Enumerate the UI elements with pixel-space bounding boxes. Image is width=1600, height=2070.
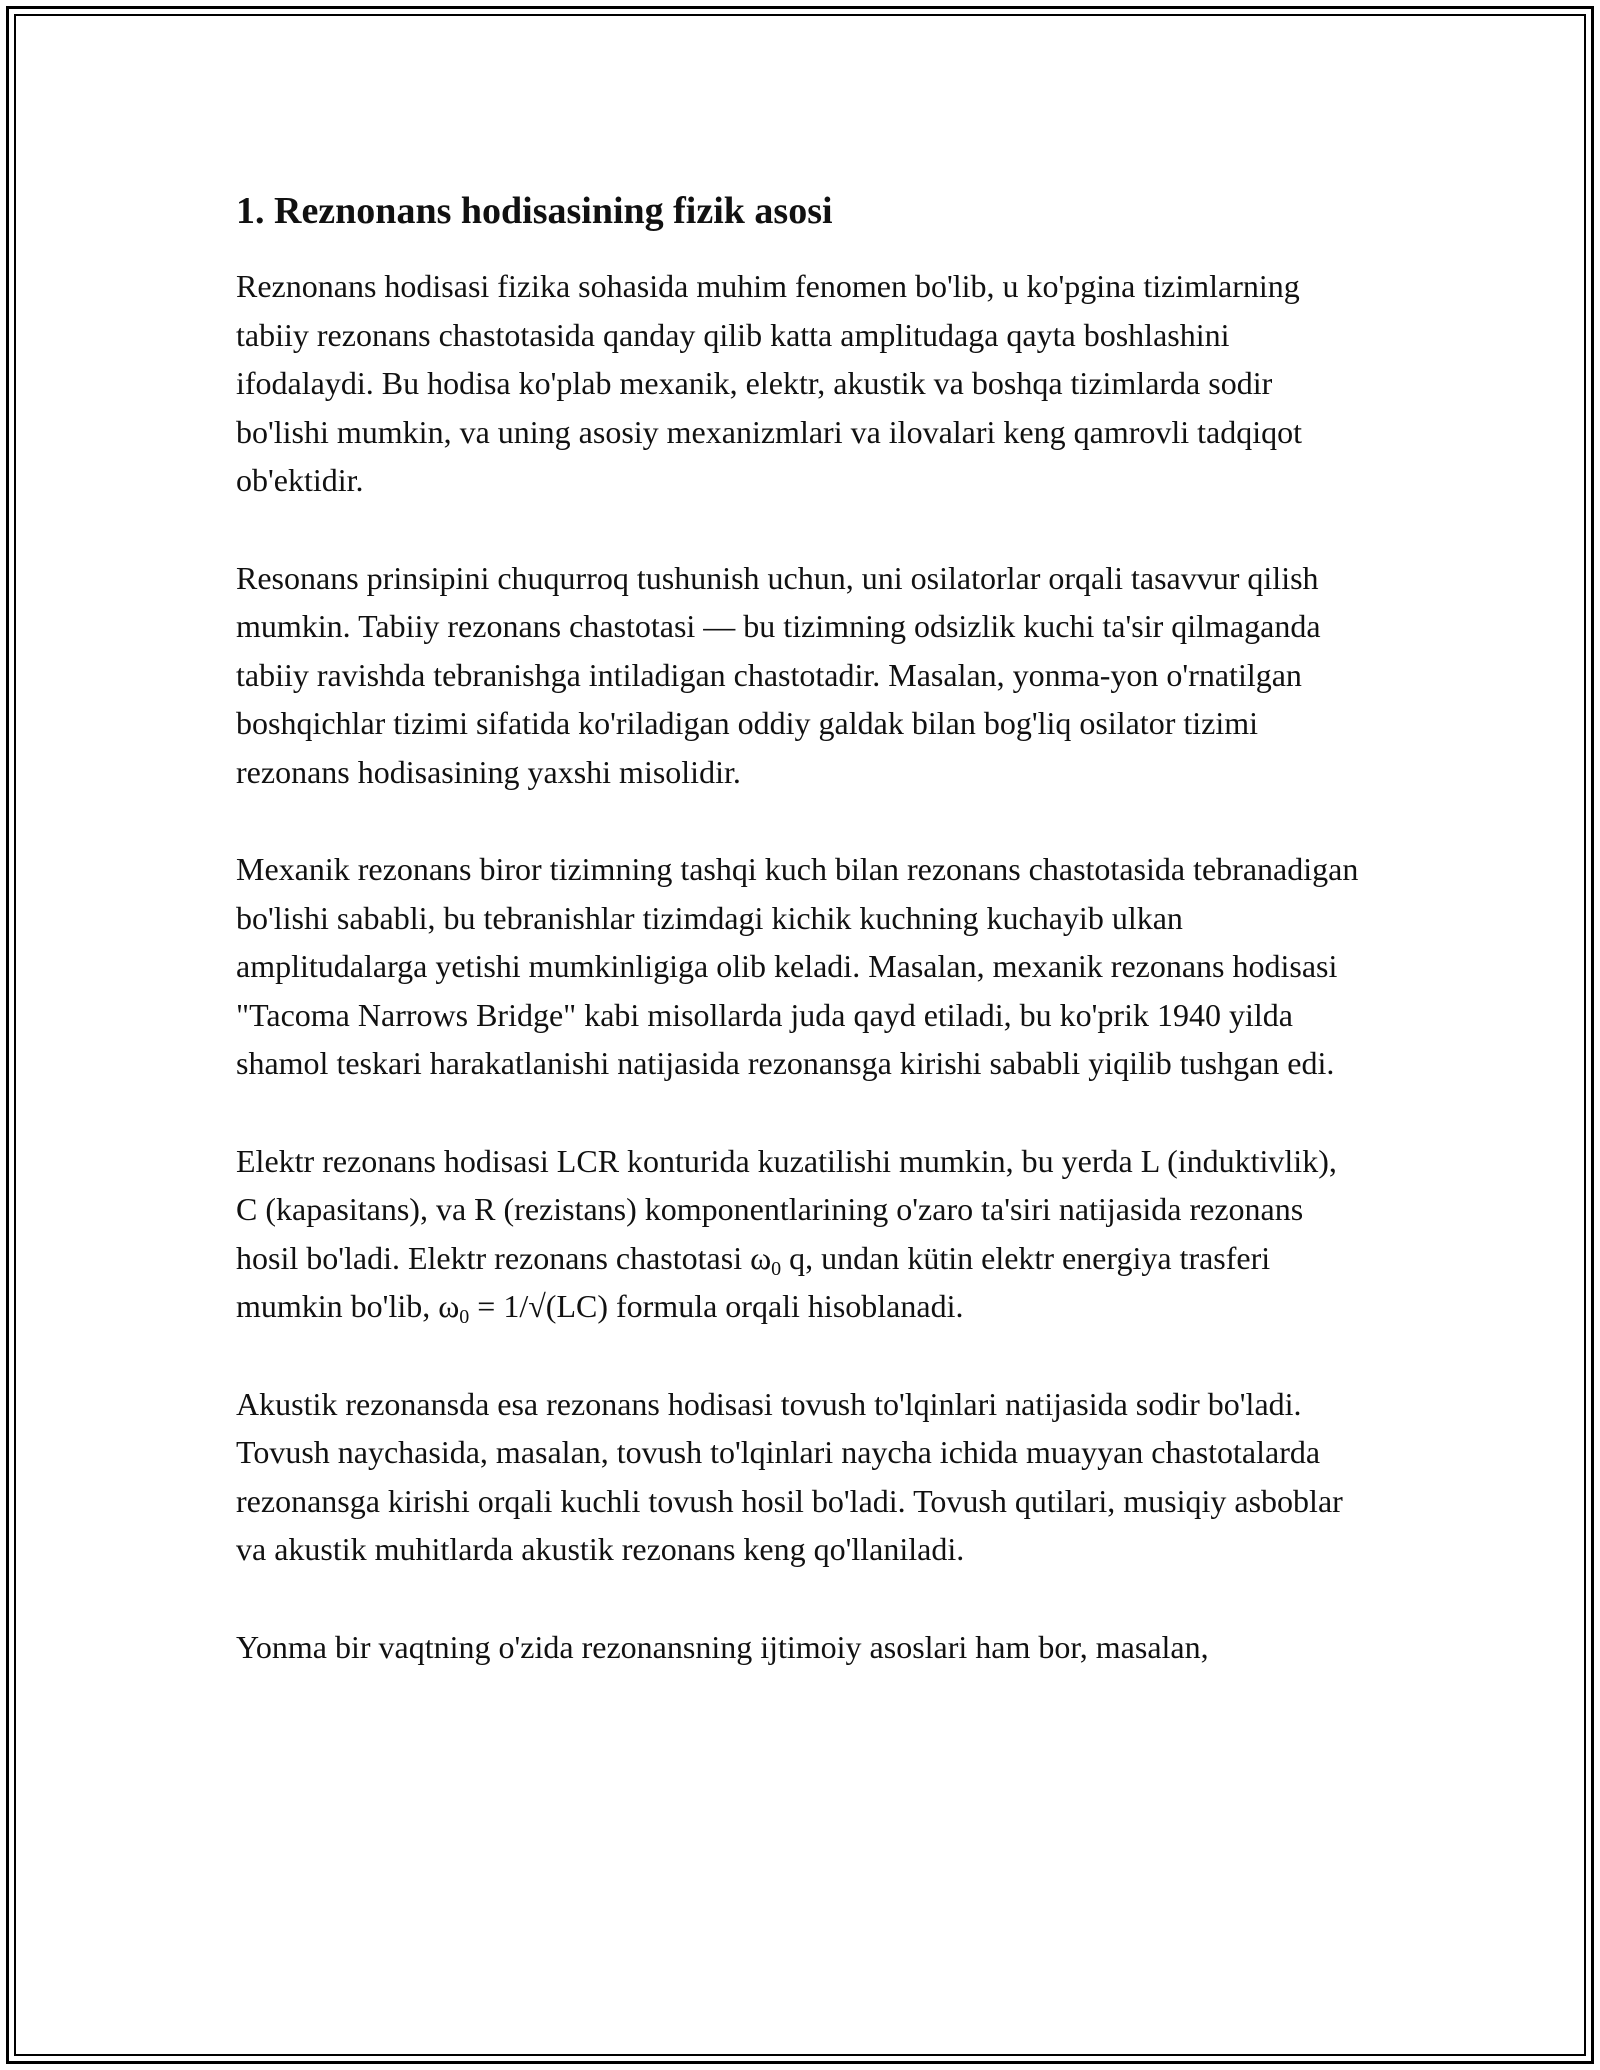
- omega-subscript-2: 0: [459, 1306, 470, 1328]
- section-heading: 1. Reznonans hodisasining fizik asosi: [236, 190, 833, 232]
- paragraph-social-resonance: Yonma bir vaqtning o'zida rezonansning ijtimoiy asoslari ham bor, masalan,: [236, 1628, 1209, 1665]
- paragraph-acoustic-resonance: Akustik rezonansda esa rezonans hodisasi tovush to'lqinlari natijasida sodir bo'ladi. Tovush naychasida, masalan, tovush to'lqinlari naycha ichida muayyan chastotalarda rezonansga kirishi orqali kuchli tovush hosil bo'ladi. Tovush qutilari, musiqiy asboblar va akustik muhitlarda akustik rezonans keng qo'llaniladi.: [236, 1385, 1343, 1567]
- omega-subscript-1: 0: [771, 1257, 782, 1280]
- electric-text-part1: Elektr rezonans hodisasi LCR konturida kuzatilishi mumkin, bu yerda L (induktivlik), C (kapasitans), va R (rezistans) komponentlarining o'zaro ta'siri natijasida rezonans hosil bo'ladi. Elektr rezonans chastotasi ω: [236, 1142, 1337, 1276]
- document-body: [236, 186, 1366, 1720]
- paragraph-resonance-principle: Resonans prinsipini chuqurroq tushunish uchun, uni osilatorlar orqali tasavvur qilish mumkin. Tabiiy rezonans chastotasi — bu tizimning odsizlik kuchi ta'sir qilmaganda tabiiy ravishda tebranishga intiladigan chastotadir. Masalan, yonma-yon o'rnatilgan boshqichlar tizimi sifatida ko'riladigan oddiy galdak bilan bog'liq osilator tizimi rezonans hodisasining yaxshi misolidir.: [236, 559, 1321, 790]
- paragraph-intro: Reznonans hodisasi fizika sohasida muhim fenomen bo'lib, u ko'pgina tizimlarning tabiiy rezonans chastotasida qanday qilib katta amplitudaga qayta boshlashini ifodalaydi. Bu hodisa ko'plab mexanik, elektr, akustik va boshqa tizimlarda sodir bo'lishi mumkin, va uning asosiy mexanizmlari va ilovalari keng qamrovli tadqiqot ob'ektidir.: [236, 268, 1303, 498]
- paragraph-electric-resonance: [236, 1137, 1366, 1331]
- paragraph-mechanical-resonance: Mexanik rezonans biror tizimning tashqi kuch bilan rezonans chastotasida tebranadigan bo'lishi sababli, bu tebranishlar tizimdagi kichik kuchning kuchayib ulkan amplitudalarga yetishi mumkinligiga olib keladi. Masalan, mexanik rezonans hodisasi "Tacoma Narrows Bridge" kabi misollarda juda qayd etiladi, bu ko'prik 1940 yilda shamol teskari harakatlanishi natijasida rezonansga kirishi sababli yiqilib tushgan edi.: [236, 851, 1359, 1081]
- electric-text-part2: q, undan kütin elektr energiya trasferi mumkin bo'lib, ω: [236, 1239, 1271, 1324]
- electric-text-part3: = 1/√(LC) formula orqali hisoblanadi.: [469, 1288, 964, 1324]
